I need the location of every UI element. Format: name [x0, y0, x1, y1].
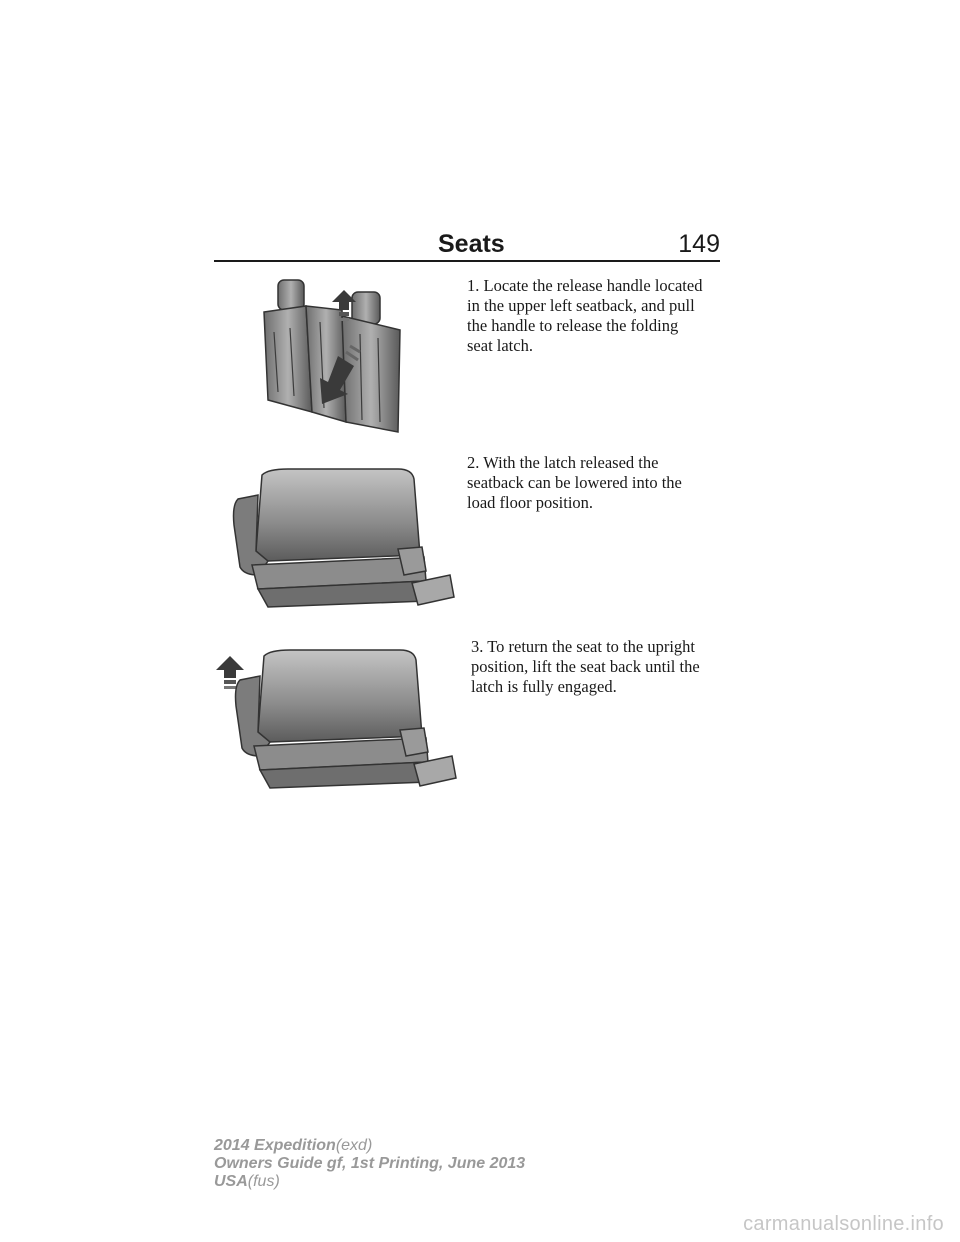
- footer-line-2: Owners Guide gf, 1st Printing, June 2013: [214, 1155, 526, 1172]
- step-2-text: 2. With the latch released the seatback can be lowered into the load floor position.: [467, 453, 682, 512]
- seat-folded-load-floor-illustration: [228, 465, 458, 610]
- watermark-text: carmanualsonline.info: [743, 1213, 944, 1235]
- step-3-text: 3. To return the seat to the upright position, lift the seat back until the latch is fully engaged.: [471, 637, 700, 696]
- seat-folded-lift-arrow-illustration: [214, 648, 460, 790]
- header-divider: [214, 260, 720, 262]
- document-footer: [214, 1137, 525, 1191]
- step-1-text: 1. Locate the release handle located in the upper left seatback, and pull the handle to release the folding seat latch.: [467, 276, 703, 355]
- footer-market: USA: [214, 1173, 248, 1190]
- footer-model: 2014 Expedition: [214, 1137, 336, 1154]
- section-title: Seats: [438, 230, 505, 258]
- footer-line-3: [214, 1173, 525, 1191]
- footer-line-1: [214, 1137, 525, 1155]
- page-number: 149: [678, 230, 720, 258]
- footer-market-code: (fus): [247, 1173, 280, 1190]
- seat-upright-release-arrows-illustration: [250, 272, 420, 437]
- footer-model-code: (exd): [335, 1137, 373, 1154]
